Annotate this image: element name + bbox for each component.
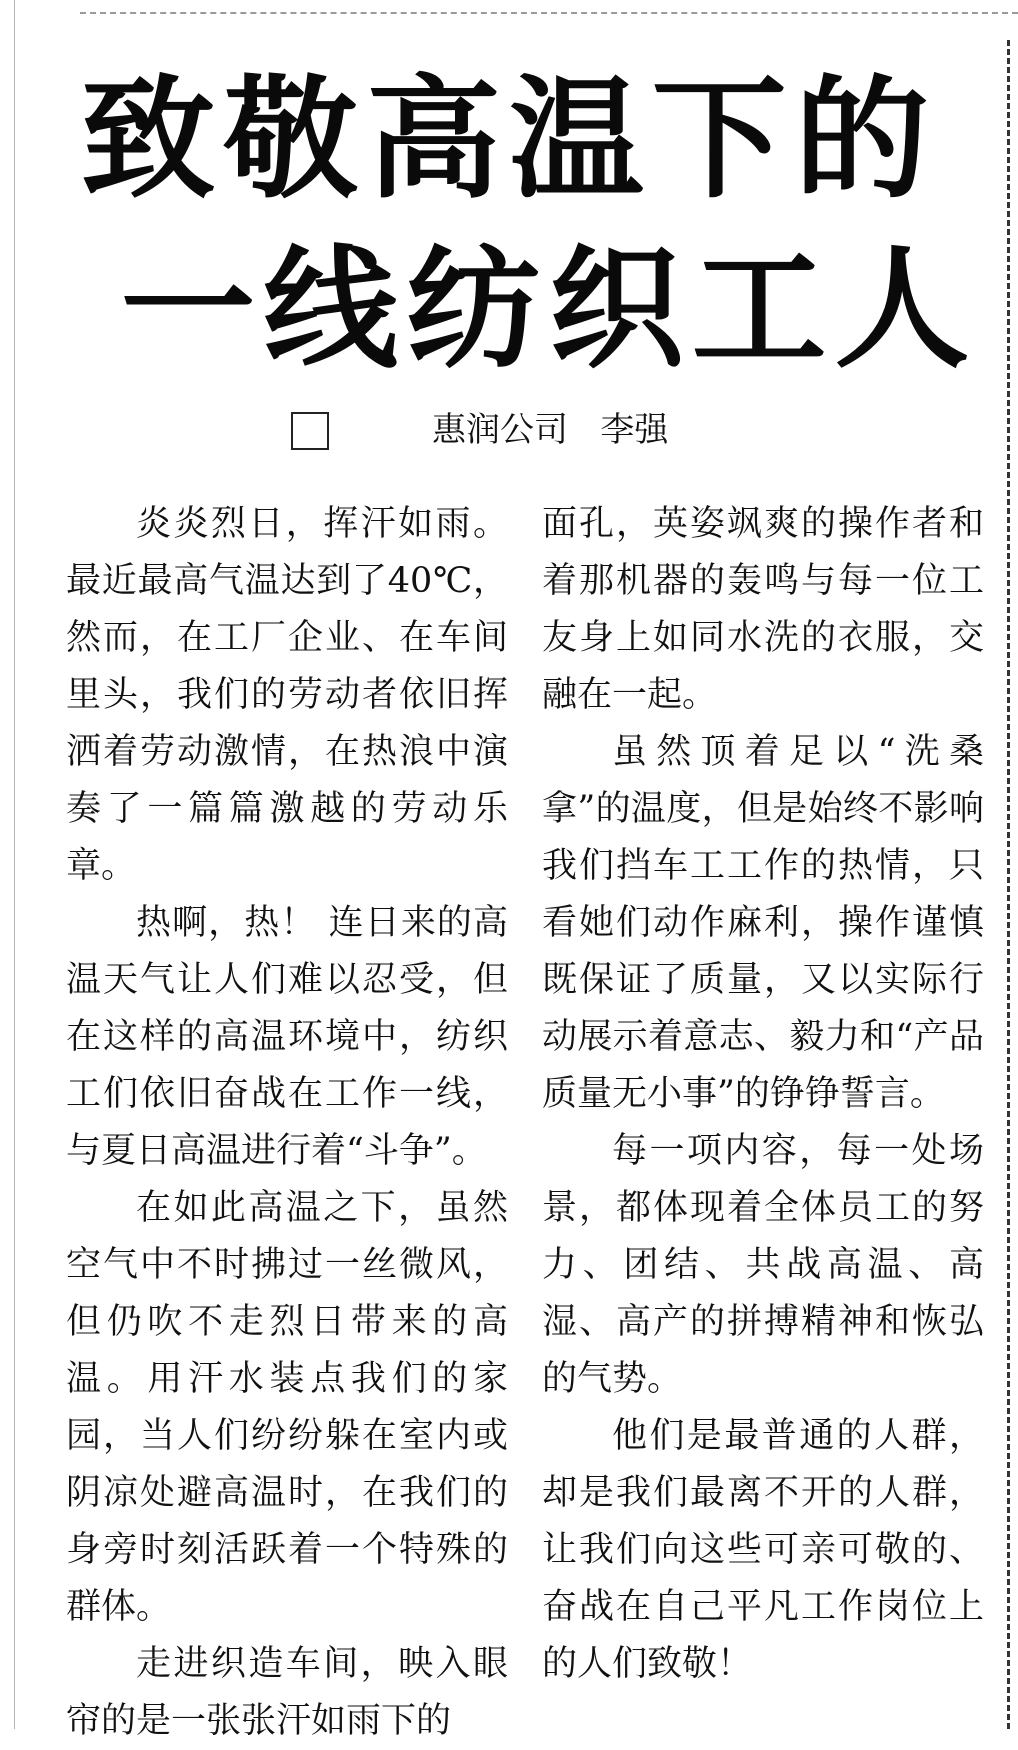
paragraph: 虽然顶着足以“洗桑拿”的温度，但是始终不影响我们挡车工工作的热情，只看她们动作麻利，操作谨慎既保证了质量，又以实际行动展示着意志、毅力和“产品质量无小事”的铮铮誓言。 [542, 732, 984, 1114]
article-column-right [542, 496, 984, 1693]
paragraph: 炎炎烈日，挥汗如雨。最近最高气温达到了40℃，然而，在工厂企业、在车间里头，我们的劳动者依旧挥洒着劳动激情，在热浪中演奏了一篇篇激越的劳动乐章。 [66, 504, 508, 886]
paragraph: 走进织造车间，映入眼帘的是一张张汗如雨下的 [66, 1644, 508, 1741]
paragraph: 热啊，热！ 连日来的高温天气让人们难以忍受，但在这样的高温环境中，纺织工们依旧奋战在工作一线，与夏日高温进行着“斗争”。 [66, 903, 508, 1171]
paragraph: 面孔，英姿飒爽的操作者和着那机器的轰鸣与每一位工友身上如同水洗的衣服，交融在一起。 [542, 504, 984, 715]
byline: 惠润公司 李强 [432, 410, 669, 450]
top-dashed-rule [80, 12, 1018, 14]
paragraph: 他们是最普通的人群，却是我们最离不开的人群，让我们向这些可亲可敬的、奋战在自己平凡工作岗位上的人们致敬！ [542, 1416, 984, 1684]
article-column-left [66, 496, 508, 1750]
byline-box-marker [291, 412, 329, 450]
headline-line-1: 致敬高温下的 [80, 62, 938, 217]
paragraph: 在如此高温之下，虽然空气中不时拂过一丝微风，但仍吹不走烈日带来的高温。用汗水装点我们的家园，当人们纷纷躲在室内或阴凉处避高温时，在我们的身旁时刻活跃着一个特殊的群体。 [66, 1188, 508, 1627]
left-column-rule [14, 0, 15, 1729]
headline-line-2: 一线纺织工人 [120, 232, 978, 387]
paragraph: 每一项内容，每一处场景，都体现着全体员工的努力、团结、共战高温、高湿、高产的拼搏精神和恢弘的气势。 [542, 1131, 984, 1399]
